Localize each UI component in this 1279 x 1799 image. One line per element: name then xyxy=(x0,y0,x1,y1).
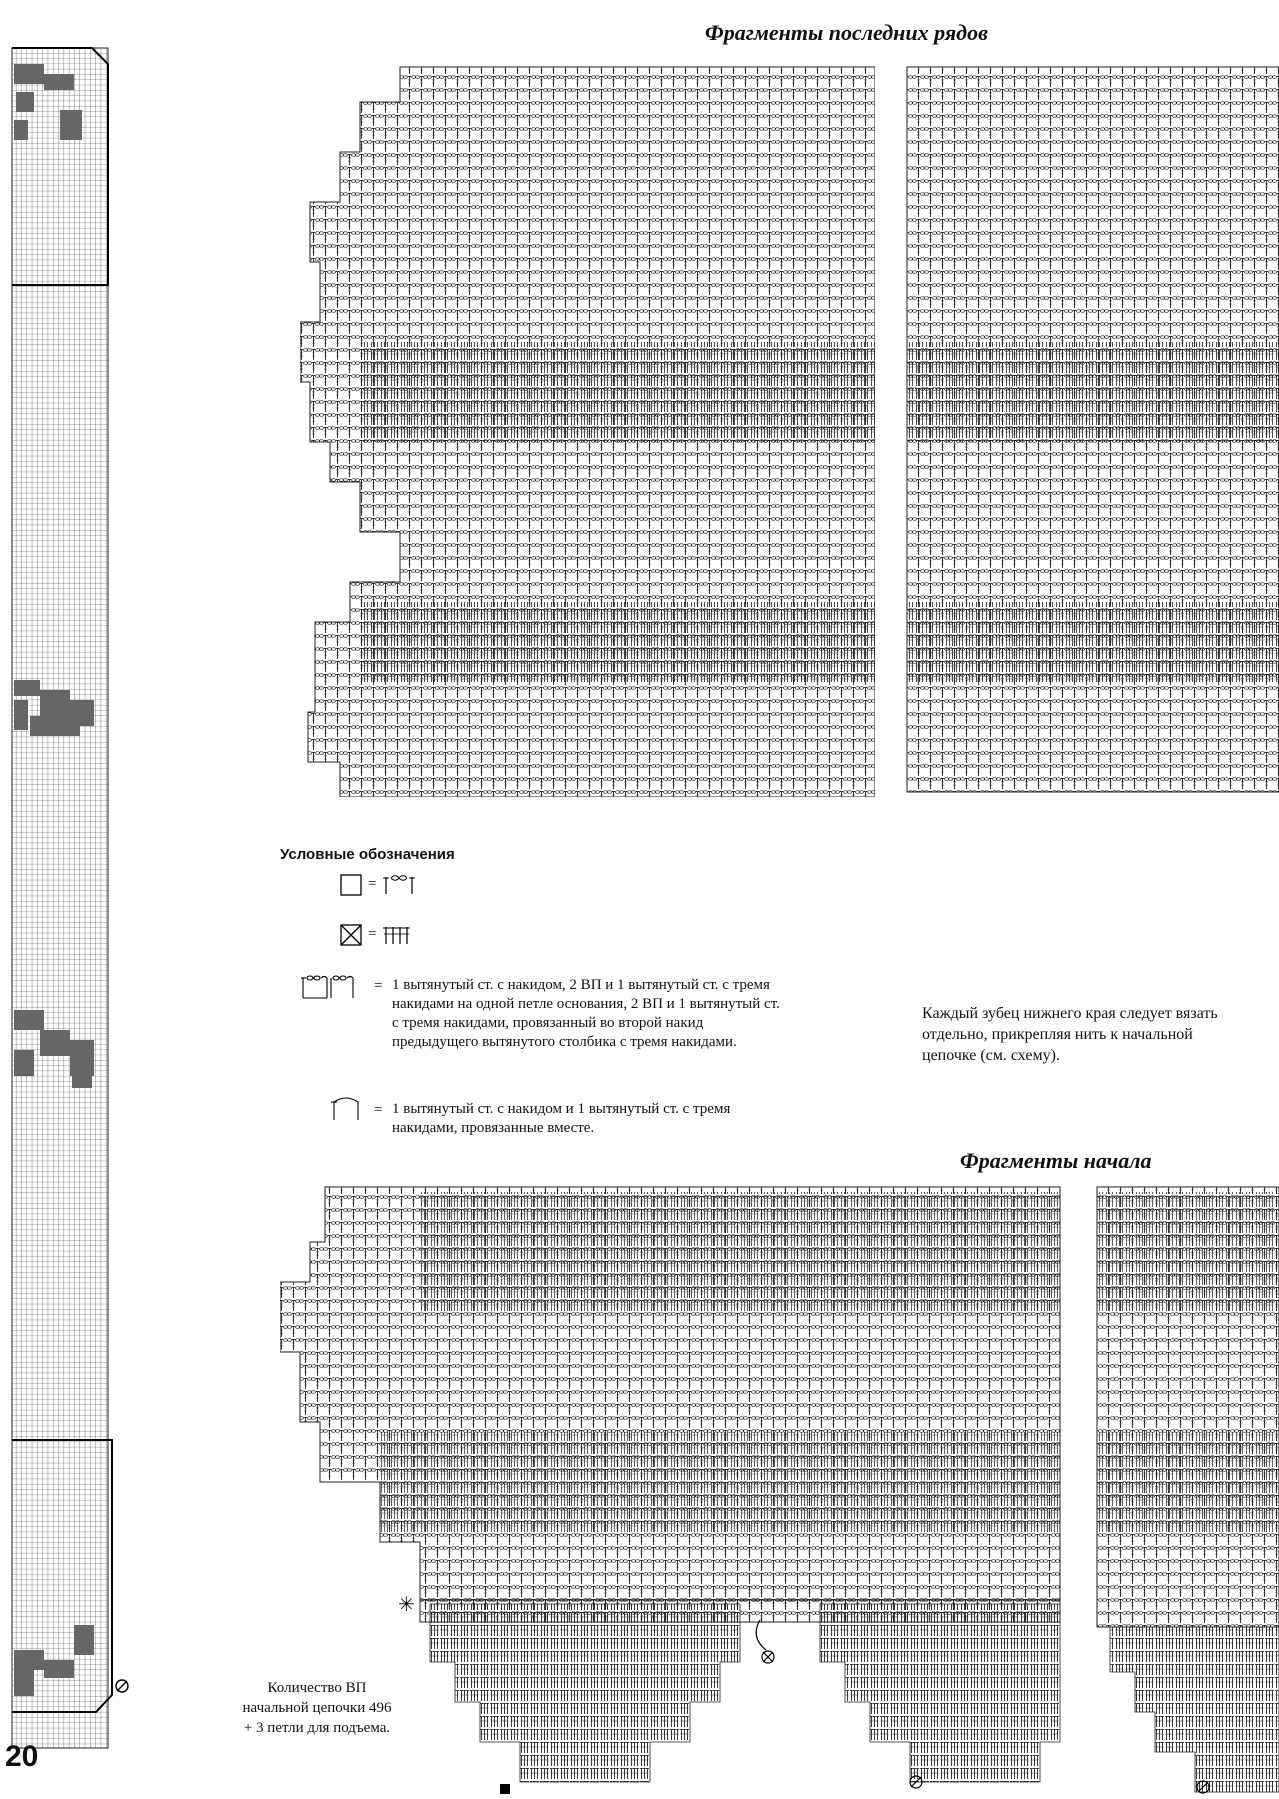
heading-last-rows: Фрагменты последних рядов xyxy=(705,20,988,45)
legend-crossed-square-icon xyxy=(340,924,362,946)
left-filet-strip xyxy=(0,0,130,1799)
scallop-1 xyxy=(430,1604,740,1782)
legend-equals-3: = xyxy=(374,978,383,994)
chart-start-left xyxy=(280,1182,1080,1797)
foundation-chain xyxy=(420,1596,1060,1604)
chain-count-note: Количество ВП начальной цепочки 496 + 3 петли для подъема. xyxy=(242,1680,392,1736)
scallop-2 xyxy=(820,1604,1060,1782)
page-number: 20 xyxy=(5,1740,39,1773)
legend-double-arch-text: 1 вытянутый ст. с накидом, 2 ВП и 1 вытянутый ст. с тремя накидами на одной петле основания, 2 ВП и 1 вытянутый ст. с тремя накидами, провязанный во второй накид предыдущего вытянутого столбика с тремя накидами. xyxy=(392,977,780,1050)
chart-last-rows-right xyxy=(905,62,1279,794)
legend-empty-square-icon xyxy=(340,874,362,896)
legend-equals-4: = xyxy=(374,1102,383,1118)
chart-last-rows-left xyxy=(300,62,875,797)
legend-double-arch-icon xyxy=(300,972,370,1002)
legend-equals-1: = xyxy=(368,876,377,892)
legend-stitch-group-2-icon xyxy=(382,924,428,946)
legend-equals-2: = xyxy=(368,926,377,942)
legend-stitch-group-1-icon xyxy=(382,874,428,896)
legend-title: Условные обозначения xyxy=(280,846,455,863)
heading-start: Фрагменты начала xyxy=(960,1148,1152,1173)
chart-start-right xyxy=(1095,1182,1279,1797)
asterisk-marker: ✳ xyxy=(398,1594,415,1616)
legend-single-arch-icon xyxy=(330,1094,370,1124)
legend-single-arch-text: 1 вытянутый ст. с накидом и 1 вытянутый ст. с тремя накидами, провязанные вместе. xyxy=(392,1101,731,1136)
edge-note: Каждый зубец нижнего края следует вязать отдельно, прикрепляя нить к начальной цепочке (см. схему). xyxy=(922,1005,1218,1064)
start-square-marker xyxy=(500,1784,510,1794)
scallop-3 xyxy=(1110,1627,1279,1792)
